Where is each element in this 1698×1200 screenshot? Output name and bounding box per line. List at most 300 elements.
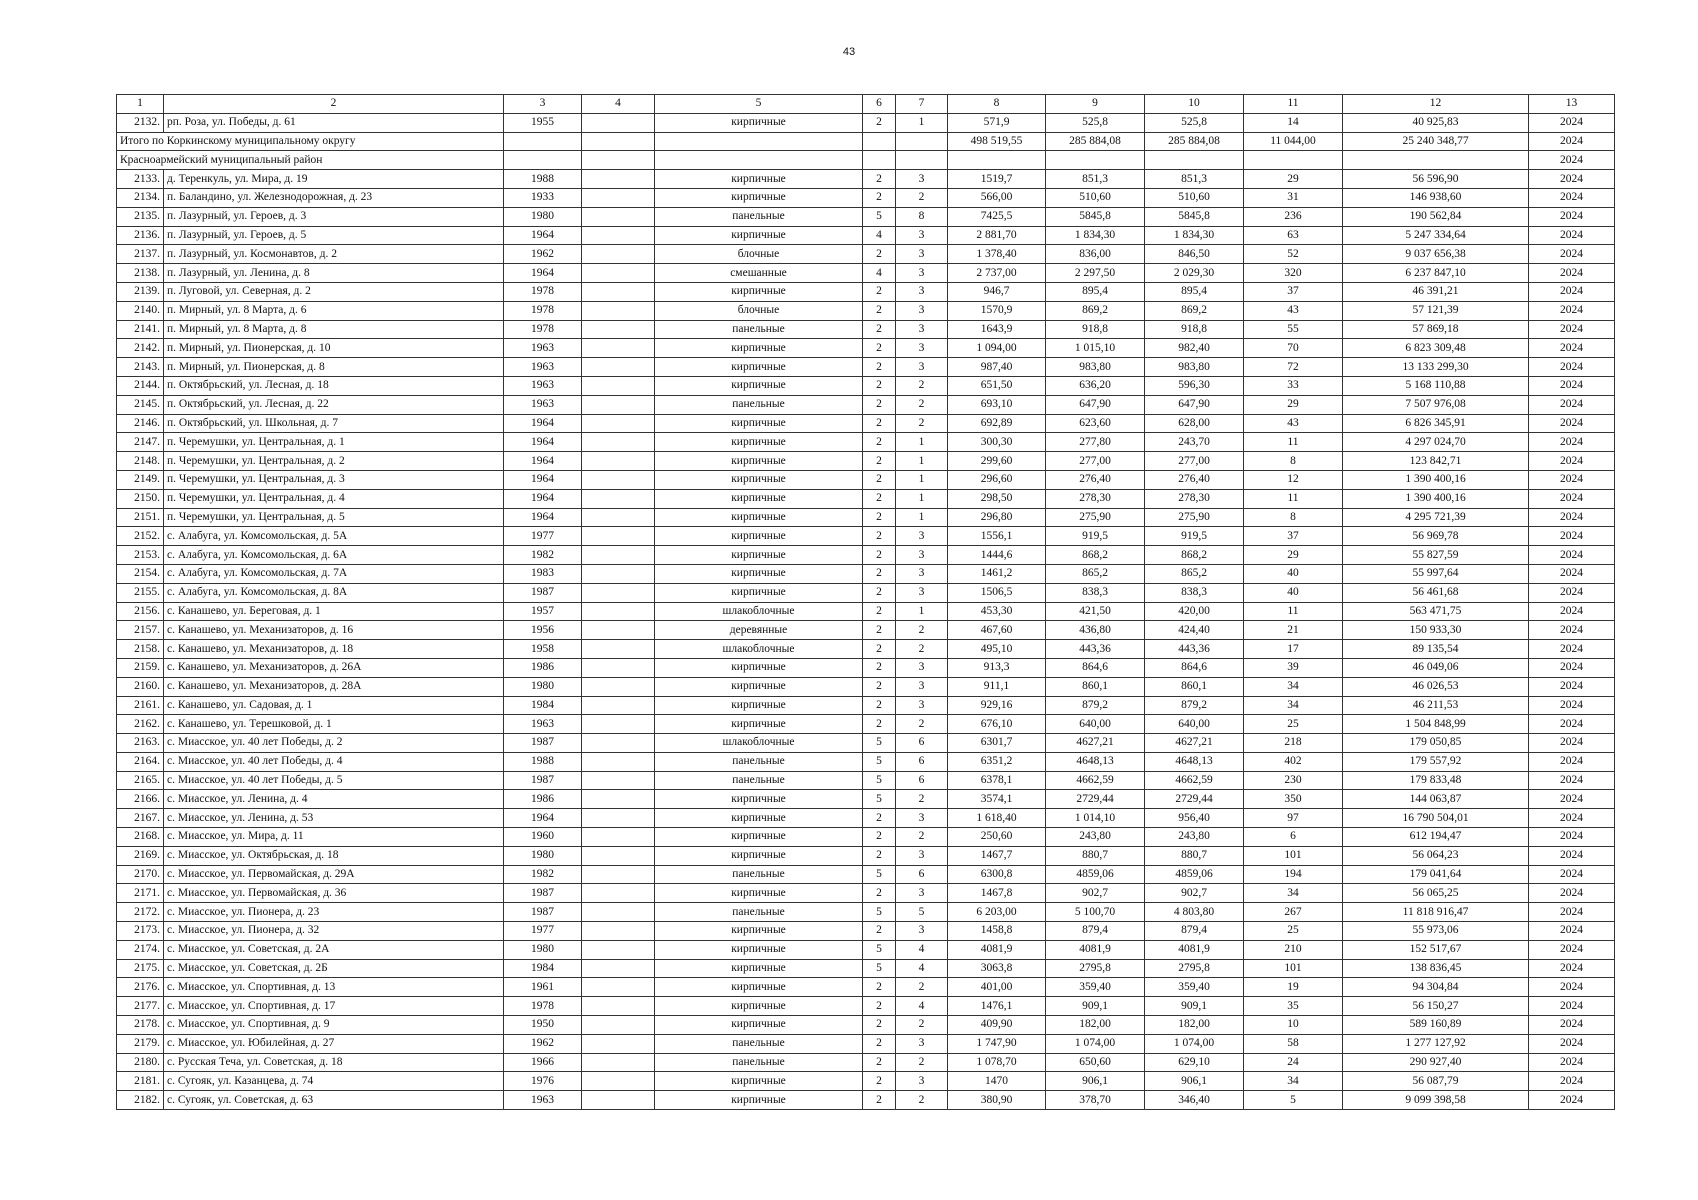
table-cell: кирпичные xyxy=(655,376,863,395)
table-cell: 2024 xyxy=(1529,658,1615,677)
table-cell xyxy=(582,583,655,602)
table-row xyxy=(117,734,1615,753)
table-cell: 987,40 xyxy=(948,358,1046,377)
table-cell: 424,40 xyxy=(1145,621,1244,640)
table-cell: 3 xyxy=(896,922,948,941)
table-cell: 1964 xyxy=(504,489,582,508)
table-cell: с. Миасское, ул. Юбилейная, д. 27 xyxy=(164,1034,504,1053)
table-cell xyxy=(896,132,948,151)
table-cell: кирпичные xyxy=(655,452,863,471)
table-cell: 5 xyxy=(863,903,896,922)
table-cell: п. Черемушки, ул. Центральная, д. 5 xyxy=(164,508,504,527)
table-cell xyxy=(1244,151,1343,170)
table-cell: с. Миасское, ул. Советская, д. 2Б xyxy=(164,959,504,978)
table-cell: 1470 xyxy=(948,1072,1046,1091)
table-cell: 2136. xyxy=(117,226,164,245)
table-cell: 2 xyxy=(863,658,896,677)
table-cell xyxy=(582,452,655,471)
table-cell: 179 050,85 xyxy=(1343,734,1529,753)
table-cell: 2 xyxy=(863,696,896,715)
table-cell: 902,7 xyxy=(1046,884,1145,903)
table-cell: 3 xyxy=(896,564,948,583)
table-cell xyxy=(582,282,655,301)
table-cell: 2729,44 xyxy=(1145,790,1244,809)
table-cell: 2 xyxy=(863,602,896,621)
table-cell: кирпичные xyxy=(655,508,863,527)
table-cell: 10 xyxy=(1244,1016,1343,1035)
table-cell: 3 xyxy=(896,658,948,677)
table-cell: 636,20 xyxy=(1046,376,1145,395)
table-cell: 2132. xyxy=(117,113,164,132)
table-cell: блочные xyxy=(655,245,863,264)
table-cell: 879,4 xyxy=(1046,922,1145,941)
table-cell: 276,40 xyxy=(1145,470,1244,489)
table-cell: 21 xyxy=(1244,621,1343,640)
table-cell: 838,3 xyxy=(1046,583,1145,602)
total-label: Итого по Коркинскому муниципальному округу xyxy=(117,132,504,151)
table-cell: панельные xyxy=(655,1053,863,1072)
table-cell: с. Алабуга, ул. Комсомольская, д. 5А xyxy=(164,527,504,546)
table-row xyxy=(117,922,1615,941)
table-cell: 2024 xyxy=(1529,922,1615,941)
table-cell: с. Канашево, ул. Садовая, д. 1 xyxy=(164,696,504,715)
table-cell: 5845,8 xyxy=(1145,207,1244,226)
table-cell: 25 240 348,77 xyxy=(1343,132,1529,151)
table-cell xyxy=(1343,151,1529,170)
table-cell: кирпичные xyxy=(655,1091,863,1110)
column-number-cell: 6 xyxy=(863,95,896,114)
table-cell: 2024 xyxy=(1529,621,1615,640)
table-cell: 1964 xyxy=(504,264,582,283)
table-cell xyxy=(582,1072,655,1091)
table-cell: с. Миасское, ул. Октябрьская, д. 18 xyxy=(164,846,504,865)
table-cell: 5 xyxy=(863,790,896,809)
table-cell: 2138. xyxy=(117,264,164,283)
table-cell: 2133. xyxy=(117,170,164,189)
table-cell: 296,80 xyxy=(948,508,1046,527)
table-cell: 1444,6 xyxy=(948,546,1046,565)
table-cell: 57 121,39 xyxy=(1343,301,1529,320)
table-cell: 275,90 xyxy=(1046,508,1145,527)
table-cell: 2 xyxy=(863,583,896,602)
table-cell: 2135. xyxy=(117,207,164,226)
table-row xyxy=(117,752,1615,771)
table-cell: панельные xyxy=(655,320,863,339)
table-cell: 55 973,06 xyxy=(1343,922,1529,941)
table-cell: 3 xyxy=(896,170,948,189)
table-cell: 1962 xyxy=(504,1034,582,1053)
table-cell: кирпичные xyxy=(655,658,863,677)
table-row xyxy=(117,358,1615,377)
table-cell: шлакоблочные xyxy=(655,602,863,621)
table-cell: 983,80 xyxy=(1046,358,1145,377)
table-cell: 3 xyxy=(896,320,948,339)
table-cell: 1982 xyxy=(504,546,582,565)
table-cell: 2 xyxy=(863,922,896,941)
table-cell: 2 xyxy=(863,1053,896,1072)
table-cell: 4859,06 xyxy=(1145,865,1244,884)
table-cell: 2 xyxy=(863,452,896,471)
table-cell: кирпичные xyxy=(655,997,863,1016)
table-row xyxy=(117,1091,1615,1110)
table-cell: панельные xyxy=(655,903,863,922)
table-cell: 2 xyxy=(863,564,896,583)
table-cell xyxy=(582,395,655,414)
table-cell: 194 xyxy=(1244,865,1343,884)
table-cell: 277,00 xyxy=(1046,452,1145,471)
table-cell xyxy=(582,508,655,527)
table-cell: 299,60 xyxy=(948,452,1046,471)
table-cell: 2 xyxy=(863,170,896,189)
table-cell: 4 803,80 xyxy=(1145,903,1244,922)
table-cell: 906,1 xyxy=(1145,1072,1244,1091)
table-row xyxy=(117,414,1615,433)
table-cell: 2 xyxy=(863,884,896,903)
table-row xyxy=(117,846,1615,865)
table-cell: 2024 xyxy=(1529,188,1615,207)
table-row xyxy=(117,489,1615,508)
table-cell: 4627,21 xyxy=(1046,734,1145,753)
table-cell: п. Октябрьский, ул. Лесная, д. 22 xyxy=(164,395,504,414)
table-cell: 43 xyxy=(1244,301,1343,320)
table-row xyxy=(117,245,1615,264)
table-cell: 2 297,50 xyxy=(1046,264,1145,283)
table-cell xyxy=(948,151,1046,170)
table-cell xyxy=(582,264,655,283)
table-row xyxy=(117,809,1615,828)
table-cell: 2024 xyxy=(1529,828,1615,847)
table-cell: 179 041,64 xyxy=(1343,865,1529,884)
table-cell: 1 xyxy=(896,452,948,471)
table-cell: 2024 xyxy=(1529,470,1615,489)
table-cell: 346,40 xyxy=(1145,1091,1244,1110)
table-row xyxy=(117,282,1615,301)
table-cell: 150 933,30 xyxy=(1343,621,1529,640)
table-cell: 409,90 xyxy=(948,1016,1046,1035)
table-cell: 2 xyxy=(863,640,896,659)
table-cell: 851,3 xyxy=(1046,170,1145,189)
table-cell: 1980 xyxy=(504,677,582,696)
table-cell: 9 099 398,58 xyxy=(1343,1091,1529,1110)
table-row xyxy=(117,1072,1615,1091)
table-cell: с. Миасское, ул. Мира, д. 11 xyxy=(164,828,504,847)
table-cell: 277,80 xyxy=(1046,433,1145,452)
table-cell xyxy=(582,828,655,847)
table-cell: 2148. xyxy=(117,452,164,471)
table-cell: кирпичные xyxy=(655,433,863,452)
table-cell: 2 xyxy=(863,320,896,339)
table-cell: 6 xyxy=(896,752,948,771)
table-row xyxy=(117,395,1615,414)
table-cell: 55 997,64 xyxy=(1343,564,1529,583)
table-cell: 267 xyxy=(1244,903,1343,922)
table-row xyxy=(117,170,1615,189)
table-cell: 2137. xyxy=(117,245,164,264)
table-cell: 4081,9 xyxy=(1145,940,1244,959)
table-cell: кирпичные xyxy=(655,489,863,508)
table-cell: 1966 xyxy=(504,1053,582,1072)
table-cell: 1978 xyxy=(504,997,582,1016)
table-cell: 909,1 xyxy=(1145,997,1244,1016)
table-cell: 7425,5 xyxy=(948,207,1046,226)
table-cell: 2024 xyxy=(1529,226,1615,245)
table-cell: 34 xyxy=(1244,884,1343,903)
table-cell: 2 xyxy=(863,376,896,395)
column-number-cell: 4 xyxy=(582,95,655,114)
table-cell: 19 xyxy=(1244,978,1343,997)
table-cell xyxy=(582,301,655,320)
table-cell: 983,80 xyxy=(1145,358,1244,377)
table-cell: 2 xyxy=(863,978,896,997)
table-cell: 2024 xyxy=(1529,207,1615,226)
table-cell: 2 881,70 xyxy=(948,226,1046,245)
table-cell: 2795,8 xyxy=(1145,959,1244,978)
table-cell: 56 064,23 xyxy=(1343,846,1529,865)
table-cell: 182,00 xyxy=(1046,1016,1145,1035)
table-cell: 2 xyxy=(896,1091,948,1110)
table-cell: 5 xyxy=(863,734,896,753)
table-cell xyxy=(582,602,655,621)
table-cell: 1958 xyxy=(504,640,582,659)
table-cell: с. Миасское, ул. Первомайская, д. 29А xyxy=(164,865,504,884)
table-cell: 277,00 xyxy=(1145,452,1244,471)
table-cell: 1987 xyxy=(504,884,582,903)
table-cell xyxy=(655,151,863,170)
table-cell: 2176. xyxy=(117,978,164,997)
table-cell xyxy=(582,884,655,903)
table-cell: 2 xyxy=(896,978,948,997)
table-cell: 1962 xyxy=(504,245,582,264)
table-cell xyxy=(863,151,896,170)
table-cell: 1977 xyxy=(504,922,582,941)
table-cell: 1955 xyxy=(504,113,582,132)
table-cell: 2163. xyxy=(117,734,164,753)
table-cell: 2146. xyxy=(117,414,164,433)
table-cell: 6301,7 xyxy=(948,734,1046,753)
table-cell: кирпичные xyxy=(655,113,863,132)
table-cell: 1963 xyxy=(504,376,582,395)
table-cell: 11 044,00 xyxy=(1244,132,1343,151)
table-cell: п. Мирный, ул. 8 Марта, д. 8 xyxy=(164,320,504,339)
table-cell: 2024 xyxy=(1529,170,1615,189)
table-cell: 55 xyxy=(1244,320,1343,339)
table-cell: 693,10 xyxy=(948,395,1046,414)
table-cell: 4 xyxy=(863,264,896,283)
table-cell: кирпичные xyxy=(655,226,863,245)
table-cell: 911,1 xyxy=(948,677,1046,696)
table-cell: 4859,06 xyxy=(1046,865,1145,884)
table-row xyxy=(117,959,1615,978)
table-cell: 1964 xyxy=(504,508,582,527)
table-cell: 25 xyxy=(1244,715,1343,734)
table-cell: 2 xyxy=(863,677,896,696)
table-cell: 4662,59 xyxy=(1046,771,1145,790)
table-cell: 2160. xyxy=(117,677,164,696)
table-cell: 2172. xyxy=(117,903,164,922)
table-cell: 43 xyxy=(1244,414,1343,433)
table-cell: 4 295 721,39 xyxy=(1343,508,1529,527)
table-cell: кирпичные xyxy=(655,696,863,715)
table-row xyxy=(117,884,1615,903)
table-cell: 1458,8 xyxy=(948,922,1046,941)
table-cell: 2 xyxy=(863,358,896,377)
table-cell: 33 xyxy=(1244,376,1343,395)
table-cell: 1 078,70 xyxy=(948,1053,1046,1072)
table-cell: 8 xyxy=(1244,452,1343,471)
table-cell: 563 471,75 xyxy=(1343,602,1529,621)
table-cell xyxy=(582,1053,655,1072)
table-cell: 5 xyxy=(863,771,896,790)
table-row xyxy=(117,376,1615,395)
table-cell: с. Миасское, ул. 40 лет Победы, д. 5 xyxy=(164,771,504,790)
table-cell: 2024 xyxy=(1529,376,1615,395)
table-cell: 2024 xyxy=(1529,546,1615,565)
table-cell: 210 xyxy=(1244,940,1343,959)
table-cell: 2154. xyxy=(117,564,164,583)
table-cell: 359,40 xyxy=(1046,978,1145,997)
table-cell: 2024 xyxy=(1529,508,1615,527)
table-cell: 2170. xyxy=(117,865,164,884)
table-cell xyxy=(582,546,655,565)
table-cell: 1980 xyxy=(504,846,582,865)
table-cell: 880,7 xyxy=(1145,846,1244,865)
table-cell: 2024 xyxy=(1529,489,1615,508)
table-cell: 2180. xyxy=(117,1053,164,1072)
table-cell: 1978 xyxy=(504,320,582,339)
table-cell: 2 xyxy=(863,414,896,433)
table-cell: 1987 xyxy=(504,583,582,602)
table-cell: 123 842,71 xyxy=(1343,452,1529,471)
table-cell: 510,60 xyxy=(1145,188,1244,207)
table-cell: 2162. xyxy=(117,715,164,734)
table-cell: 2024 xyxy=(1529,452,1615,471)
table-cell: 495,10 xyxy=(948,640,1046,659)
table-cell: 2134. xyxy=(117,188,164,207)
table-cell: 2153. xyxy=(117,546,164,565)
table-cell: 5 xyxy=(863,207,896,226)
table-row xyxy=(117,339,1615,358)
table-row xyxy=(117,771,1615,790)
table-cell: 589 160,89 xyxy=(1343,1016,1529,1035)
table-cell: 5 xyxy=(863,940,896,959)
table-cell xyxy=(582,696,655,715)
table-cell: 1 074,00 xyxy=(1046,1034,1145,1053)
table-cell: 152 517,67 xyxy=(1343,940,1529,959)
table-row xyxy=(117,1016,1615,1035)
table-cell: 2024 xyxy=(1529,527,1615,546)
table-cell: 31 xyxy=(1244,188,1343,207)
table-cell: 919,5 xyxy=(1046,527,1145,546)
table-cell: панельные xyxy=(655,865,863,884)
table-cell: 2167. xyxy=(117,809,164,828)
table-cell: 101 xyxy=(1244,959,1343,978)
table-cell: 420,00 xyxy=(1145,602,1244,621)
table-cell: 1 504 848,99 xyxy=(1343,715,1529,734)
table-cell: п. Октябрьский, ул. Школьная, д. 7 xyxy=(164,414,504,433)
table-cell: 2 xyxy=(896,621,948,640)
table-cell: 919,5 xyxy=(1145,527,1244,546)
table-cell xyxy=(582,226,655,245)
table-cell: 2 xyxy=(896,1053,948,1072)
table-cell: п. Черемушки, ул. Центральная, д. 3 xyxy=(164,470,504,489)
table-cell: 2 xyxy=(863,339,896,358)
table-row xyxy=(117,978,1615,997)
table-cell: 1476,1 xyxy=(948,997,1046,1016)
table-cell xyxy=(582,734,655,753)
table-cell xyxy=(1046,151,1145,170)
table-cell: 2174. xyxy=(117,940,164,959)
table-cell: 946,7 xyxy=(948,282,1046,301)
table-row xyxy=(117,113,1615,132)
table-cell: 2179. xyxy=(117,1034,164,1053)
table-cell: кирпичные xyxy=(655,846,863,865)
table-cell: 2 xyxy=(863,621,896,640)
table-cell: 510,60 xyxy=(1046,188,1145,207)
table-cell: 956,40 xyxy=(1145,809,1244,828)
table-row xyxy=(117,621,1615,640)
table-cell: смешанные xyxy=(655,264,863,283)
table-cell: 1978 xyxy=(504,301,582,320)
table-cell: 2 xyxy=(863,489,896,508)
table-cell: 70 xyxy=(1244,339,1343,358)
table-cell: 906,1 xyxy=(1046,1072,1145,1091)
table-cell: 868,2 xyxy=(1145,546,1244,565)
table-cell: 29 xyxy=(1244,546,1343,565)
table-row xyxy=(117,226,1615,245)
table-cell: 89 135,54 xyxy=(1343,640,1529,659)
table-cell: 1467,8 xyxy=(948,884,1046,903)
table-cell: 2795,8 xyxy=(1046,959,1145,978)
table-cell: 2178. xyxy=(117,1016,164,1035)
table-cell: п. Октябрьский, ул. Лесная, д. 18 xyxy=(164,376,504,395)
table-cell: 2024 xyxy=(1529,264,1615,283)
table-cell: 4 xyxy=(896,997,948,1016)
table-cell: 2024 xyxy=(1529,640,1615,659)
table-cell: панельные xyxy=(655,771,863,790)
table-cell: кирпичные xyxy=(655,527,863,546)
table-cell: 40 925,83 xyxy=(1343,113,1529,132)
table-cell: 2169. xyxy=(117,846,164,865)
table-cell: 2024 xyxy=(1529,884,1615,903)
table-cell: 3 xyxy=(896,264,948,283)
table-cell: 2 xyxy=(896,828,948,847)
table-cell: кирпичные xyxy=(655,940,863,959)
table-cell: 11 xyxy=(1244,433,1343,452)
table-row xyxy=(117,903,1615,922)
table-cell: 612 194,47 xyxy=(1343,828,1529,847)
table-cell: 6 826 345,91 xyxy=(1343,414,1529,433)
table-cell: 571,9 xyxy=(948,113,1046,132)
table-cell: 880,7 xyxy=(1046,846,1145,865)
table-cell: 913,3 xyxy=(948,658,1046,677)
table-cell: 2024 xyxy=(1529,320,1615,339)
table-cell: 1963 xyxy=(504,358,582,377)
table-cell: 55 827,59 xyxy=(1343,546,1529,565)
table-cell: 864,6 xyxy=(1145,658,1244,677)
table-cell: 2024 xyxy=(1529,132,1615,151)
table-cell: 2 xyxy=(863,828,896,847)
table-cell: 2 xyxy=(863,1091,896,1110)
table-cell: 2 xyxy=(863,997,896,1016)
table-cell: 56 461,68 xyxy=(1343,583,1529,602)
table-cell xyxy=(582,752,655,771)
table-cell: 1570,9 xyxy=(948,301,1046,320)
table-cell: 1 094,00 xyxy=(948,339,1046,358)
table-cell: 836,00 xyxy=(1046,245,1145,264)
table-cell: п. Мирный, ул. 8 Марта, д. 6 xyxy=(164,301,504,320)
table-cell: 879,2 xyxy=(1046,696,1145,715)
table-row xyxy=(117,677,1615,696)
